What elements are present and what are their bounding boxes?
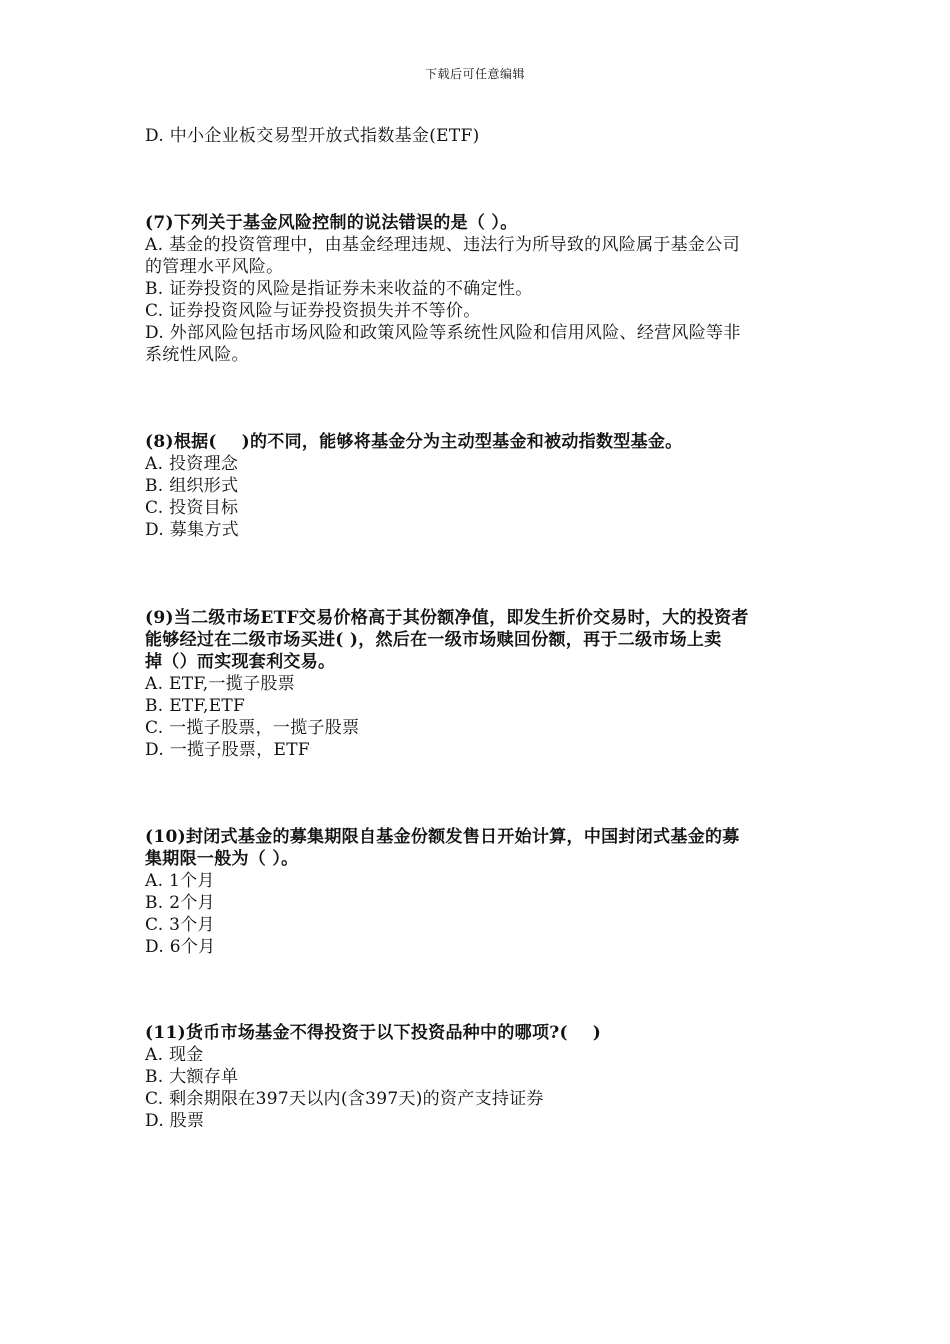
option-d: D. 中小企业板交易型开放式指数基金(ETF) — [145, 126, 480, 146]
question-stem-cont: 集期限一般为（ ）。 — [145, 849, 299, 869]
option-a: A. 基金的投资管理中，由基金经理违规、违法行为所导致的风险属于基金公司 — [145, 235, 740, 255]
question-stem: (10)封闭式基金的募集期限自基金份额发售日开始计算，中国封闭式基金的募 — [145, 827, 740, 847]
option-b: B. 大额存单 — [145, 1067, 239, 1087]
option-a: A. 现金 — [145, 1045, 204, 1065]
option-d: D. 募集方式 — [145, 520, 239, 540]
option-c: C. 剩余期限在397天以内(含397天)的资产支持证券 — [145, 1089, 544, 1109]
option-b: B. 证券投资的风险是指证券未来收益的不确定性。 — [145, 279, 533, 299]
option-d: D. 一揽子股票，ETF — [145, 740, 310, 760]
option-a: A. 1个月 — [145, 871, 215, 891]
question-8 — [145, 431, 815, 541]
question-stem-cont: 能够经过在二级市场买进( )，然后在一级市场赎回份额，再于二级市场上卖 — [145, 630, 722, 650]
option-b: B. 2个月 — [145, 893, 215, 913]
question-stem: (9)当二级市场ETF交易价格高于其份额净值，即发生折价交易时，大的投资者 — [145, 608, 749, 628]
question-9 — [145, 607, 815, 761]
option-b: B. ETF,ETF — [145, 696, 246, 716]
option-a: A. ETF,一揽子股票 — [145, 674, 295, 694]
option-d: D. 6个月 — [145, 937, 216, 957]
option-d-cont: 系统性风险。 — [145, 345, 249, 365]
option-c: C. 投资目标 — [145, 498, 239, 518]
page-header: 下载后可任意编辑 — [424, 67, 525, 81]
option-c: C. 一揽子股票，一揽子股票 — [145, 718, 360, 738]
previous-question-tail — [145, 125, 815, 147]
option-a-cont: 的管理水平风险。 — [145, 257, 284, 277]
option-a: A. 投资理念 — [145, 454, 239, 474]
question-stem-cont: 掉（）而实现套利交易。 — [145, 652, 336, 672]
option-d: D. 股票 — [145, 1111, 205, 1131]
option-c: C. 3个月 — [145, 915, 215, 935]
question-stem: (8)根据( )的不同，能够将基金分为主动型基金和被动指数型基金。 — [145, 432, 683, 452]
question-11 — [145, 1022, 815, 1132]
option-b: B. 组织形式 — [145, 476, 239, 496]
question-stem: (7)下列关于基金风险控制的说法错误的是（ ）。 — [145, 213, 518, 233]
option-d: D. 外部风险包括市场风险和政策风险等系统性风险和信用风险、经营风险等非 — [145, 323, 741, 343]
question-stem: (11)货币市场基金不得投资于以下投资品种中的哪项?( ) — [145, 1023, 602, 1043]
question-7 — [145, 212, 815, 366]
option-c: C. 证券投资风险与证券投资损失并不等价。 — [145, 301, 481, 321]
question-10 — [145, 826, 815, 958]
